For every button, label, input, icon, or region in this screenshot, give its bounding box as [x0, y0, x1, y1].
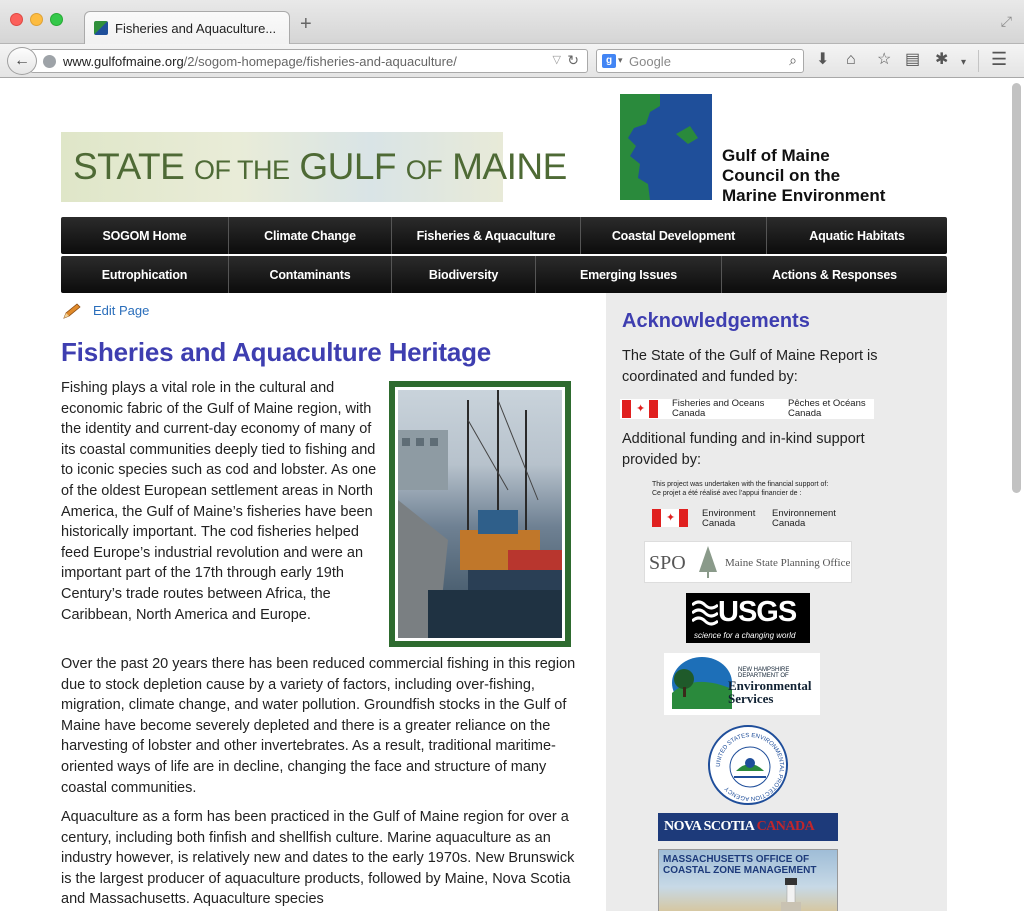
page-title: Fisheries and Aquaculture Heritage [61, 337, 492, 367]
svg-text:UNITED STATES ENVIRONMENTAL PR: UNITED STATES ENVIRONMENTAL PROTECTION AGENCY [715, 732, 785, 802]
reader-list-icon[interactable]: ▤ [905, 51, 921, 68]
toolbar-separator [978, 50, 979, 72]
home-icon[interactable]: ⌂ [846, 51, 856, 68]
ec-note-en: This project was undertaken with the financial support of: [652, 481, 829, 488]
search-engine-dropdown-icon[interactable]: ▾ [618, 55, 623, 65]
nav-item-eutrophication[interactable]: Eutrophication [61, 256, 229, 293]
harbor-boats-image [398, 390, 562, 638]
url-host: www.gulfofmaine.org [63, 54, 184, 69]
nav-item-actions-responses[interactable]: Actions & Responses [772, 267, 897, 282]
usgs-logo[interactable] [686, 593, 810, 643]
spo-name: Maine State Planning Office [725, 557, 851, 569]
canada-flag-icon: ✦ [652, 509, 688, 527]
environment-canada-logo[interactable] [650, 505, 850, 531]
nav-item-biodiversity[interactable]: Biodiversity [392, 256, 536, 293]
usgs-tagline: science for a changing world [694, 631, 796, 640]
browser-tab-active[interactable] [84, 11, 290, 45]
pine-tree-icon [697, 546, 719, 578]
nav-item-aquatic-habitats[interactable]: Aquatic Habitats [809, 228, 905, 243]
nav-item-emerging-issues[interactable]: Emerging Issues [536, 256, 722, 293]
ns-wordmark: NOVA SCOTIA CANADA [664, 819, 815, 834]
url-bar[interactable] [30, 49, 588, 73]
back-button[interactable] [7, 47, 37, 75]
url-history-dropdown-icon[interactable]: ▽ [552, 54, 561, 66]
nav-item-sogom-home[interactable]: SOGOM Home [61, 217, 229, 254]
window-zoom-button[interactable] [50, 13, 63, 26]
nh-landscape-icon [664, 653, 734, 715]
acknowledgements-sidebar [606, 293, 947, 911]
page-viewport [0, 79, 1024, 911]
nav-item-coastal-development[interactable]: Coastal Development [581, 217, 767, 254]
nh-des-logo[interactable] [664, 653, 820, 715]
url-text[interactable] [63, 54, 457, 69]
new-tab-button[interactable]: + [300, 13, 312, 35]
extension-icon[interactable]: ✱ [935, 51, 949, 68]
url-path: /2/sogom-homepage/fisheries-and-aquaculture/ [183, 54, 457, 69]
nova-scotia-canada-logo[interactable] [658, 813, 838, 841]
search-input[interactable]: Google [629, 54, 671, 69]
canada-flag-icon: ✦ [622, 400, 658, 418]
dfo-canada-logo[interactable] [620, 399, 874, 419]
tab-title: Fisheries and Aquaculture... [115, 21, 277, 36]
state-of-gulf-of-maine-banner[interactable] [61, 132, 567, 202]
google-search-engine-icon[interactable]: g [602, 54, 616, 68]
browser-titlebar [0, 0, 1024, 44]
bookmark-star-icon[interactable]: ☆ [877, 51, 892, 68]
additional-funding-text: Additional funding and in-kind support provided by: [622, 431, 865, 468]
usgs-wordmark: USGS [718, 596, 797, 628]
search-icon[interactable]: ⌕ [789, 52, 797, 68]
dfo-label-en: Fisheries and Oceans Canada [672, 398, 765, 419]
nav-item-climate-change[interactable]: Climate Change [229, 217, 392, 254]
us-epa-logo[interactable] [708, 725, 788, 805]
menu-hamburger-icon[interactable]: ☰ [991, 49, 1008, 69]
usgs-wave-icon [692, 599, 718, 629]
nhdes-small-text: NEW HAMPSHIRE DEPARTMENT OF [738, 667, 790, 679]
council-name: Gulf of Maine Council on the Marine Environment [722, 146, 886, 205]
dfo-label-fr: Pêches et Océans Canada [788, 398, 866, 419]
maine-spo-logo[interactable] [644, 541, 852, 583]
favicon-icon [94, 21, 108, 35]
edit-page-text[interactable]: Edit Page [93, 303, 150, 318]
gulf-of-maine-council-logo[interactable] [620, 94, 712, 200]
mczm-text: MASSACHUSETTS OFFICE OF COASTAL ZONE MANAGEMENT [663, 854, 817, 876]
lighthouse-icon [659, 850, 839, 911]
main-navigation [61, 217, 947, 293]
search-bar[interactable] [596, 49, 804, 73]
back-arrow-icon: ← [14, 52, 30, 69]
coordinated-by-text: The State of the Gulf of Maine Report is coordinated and funded by: [622, 348, 878, 385]
scrollbar-thumb[interactable] [1012, 83, 1021, 493]
nav-row-1 [61, 217, 947, 254]
epa-seal-icon [710, 727, 790, 807]
massachusetts-czm-logo[interactable] [658, 849, 838, 911]
fullscreen-icon[interactable]: ⤢ [1000, 13, 1012, 29]
article-paragraph-1: Fishing plays a vital role in the cultural and economic fabric of the Gulf of Maine region, with the identity and current-day economy of many of its coastal communities deeply tied to fishing and to iconic species such as cod and lobster. As one of the oldest European settlement areas in North America, the Gulf of Maine’s fisheries have been historically important. The cod fisheries helped feed Europe’s industrial revolution and were an important part of the 17th through early 19th Century’s trade routes between Africa, the Caribbean, North America and Europe. [61, 380, 377, 623]
extension-dropdown-icon[interactable]: ▾ [961, 57, 967, 68]
nhdes-big-text: Environmental Services [728, 678, 812, 706]
browser-toolbar [0, 44, 1024, 78]
globe-icon [43, 55, 56, 68]
spo-abbr: SPO [649, 552, 686, 574]
reload-icon[interactable]: ↻ [567, 52, 579, 68]
ec-label-fr: Environnement Canada [772, 508, 836, 529]
nav-item-fisheries-aquaculture[interactable]: Fisheries & Aquaculture [392, 217, 581, 254]
nav-item-contaminants[interactable]: Contaminants [229, 256, 392, 293]
download-icon[interactable]: ⬇ [816, 51, 830, 68]
council-map-icon [620, 94, 712, 200]
window-close-button[interactable] [10, 13, 23, 26]
window-minimize-button[interactable] [30, 13, 43, 26]
banner-title: STATE OF THE GULF OF MAINE [73, 146, 567, 187]
article-paragraph-2: Over the past 20 years there has been reduced commercial fishing in this region due to stock depletion cause by a variety of factors, including over-fishing, migration, climate change, and water pollution. Groundfish stocks in the Gulf of Maine have become severely depleted and there is a greater reliance on the harvesting of lobster and other invertebrates. As a result, traditional maritime-oriented ways of life are in decline, changing the face and structure of many coastal communities. [61, 656, 576, 796]
acknowledgements-title: Acknowledgements [622, 310, 810, 332]
fishing-harbor-photo [389, 381, 571, 647]
ec-label-en: Environment Canada [702, 508, 756, 529]
article-paragraph-3: Aquaculture as a form has been practiced in the Gulf of Maine region for over a century, including both finfish and shellfish culture. Marine aquaculture as an industry however, is relatively new and dates to the early 1970s. New Brunswick is the largest producer of aquaculture products, followed by Maine, Nova Scotia and Massachusetts. Aquaculture species [61, 809, 575, 908]
nav-row-2 [61, 256, 947, 293]
pencil-icon [62, 303, 82, 319]
photo-inner-frame [395, 387, 565, 641]
ec-note-fr: Ce projet a été réalisé avec l’appui financier de : [652, 490, 802, 497]
